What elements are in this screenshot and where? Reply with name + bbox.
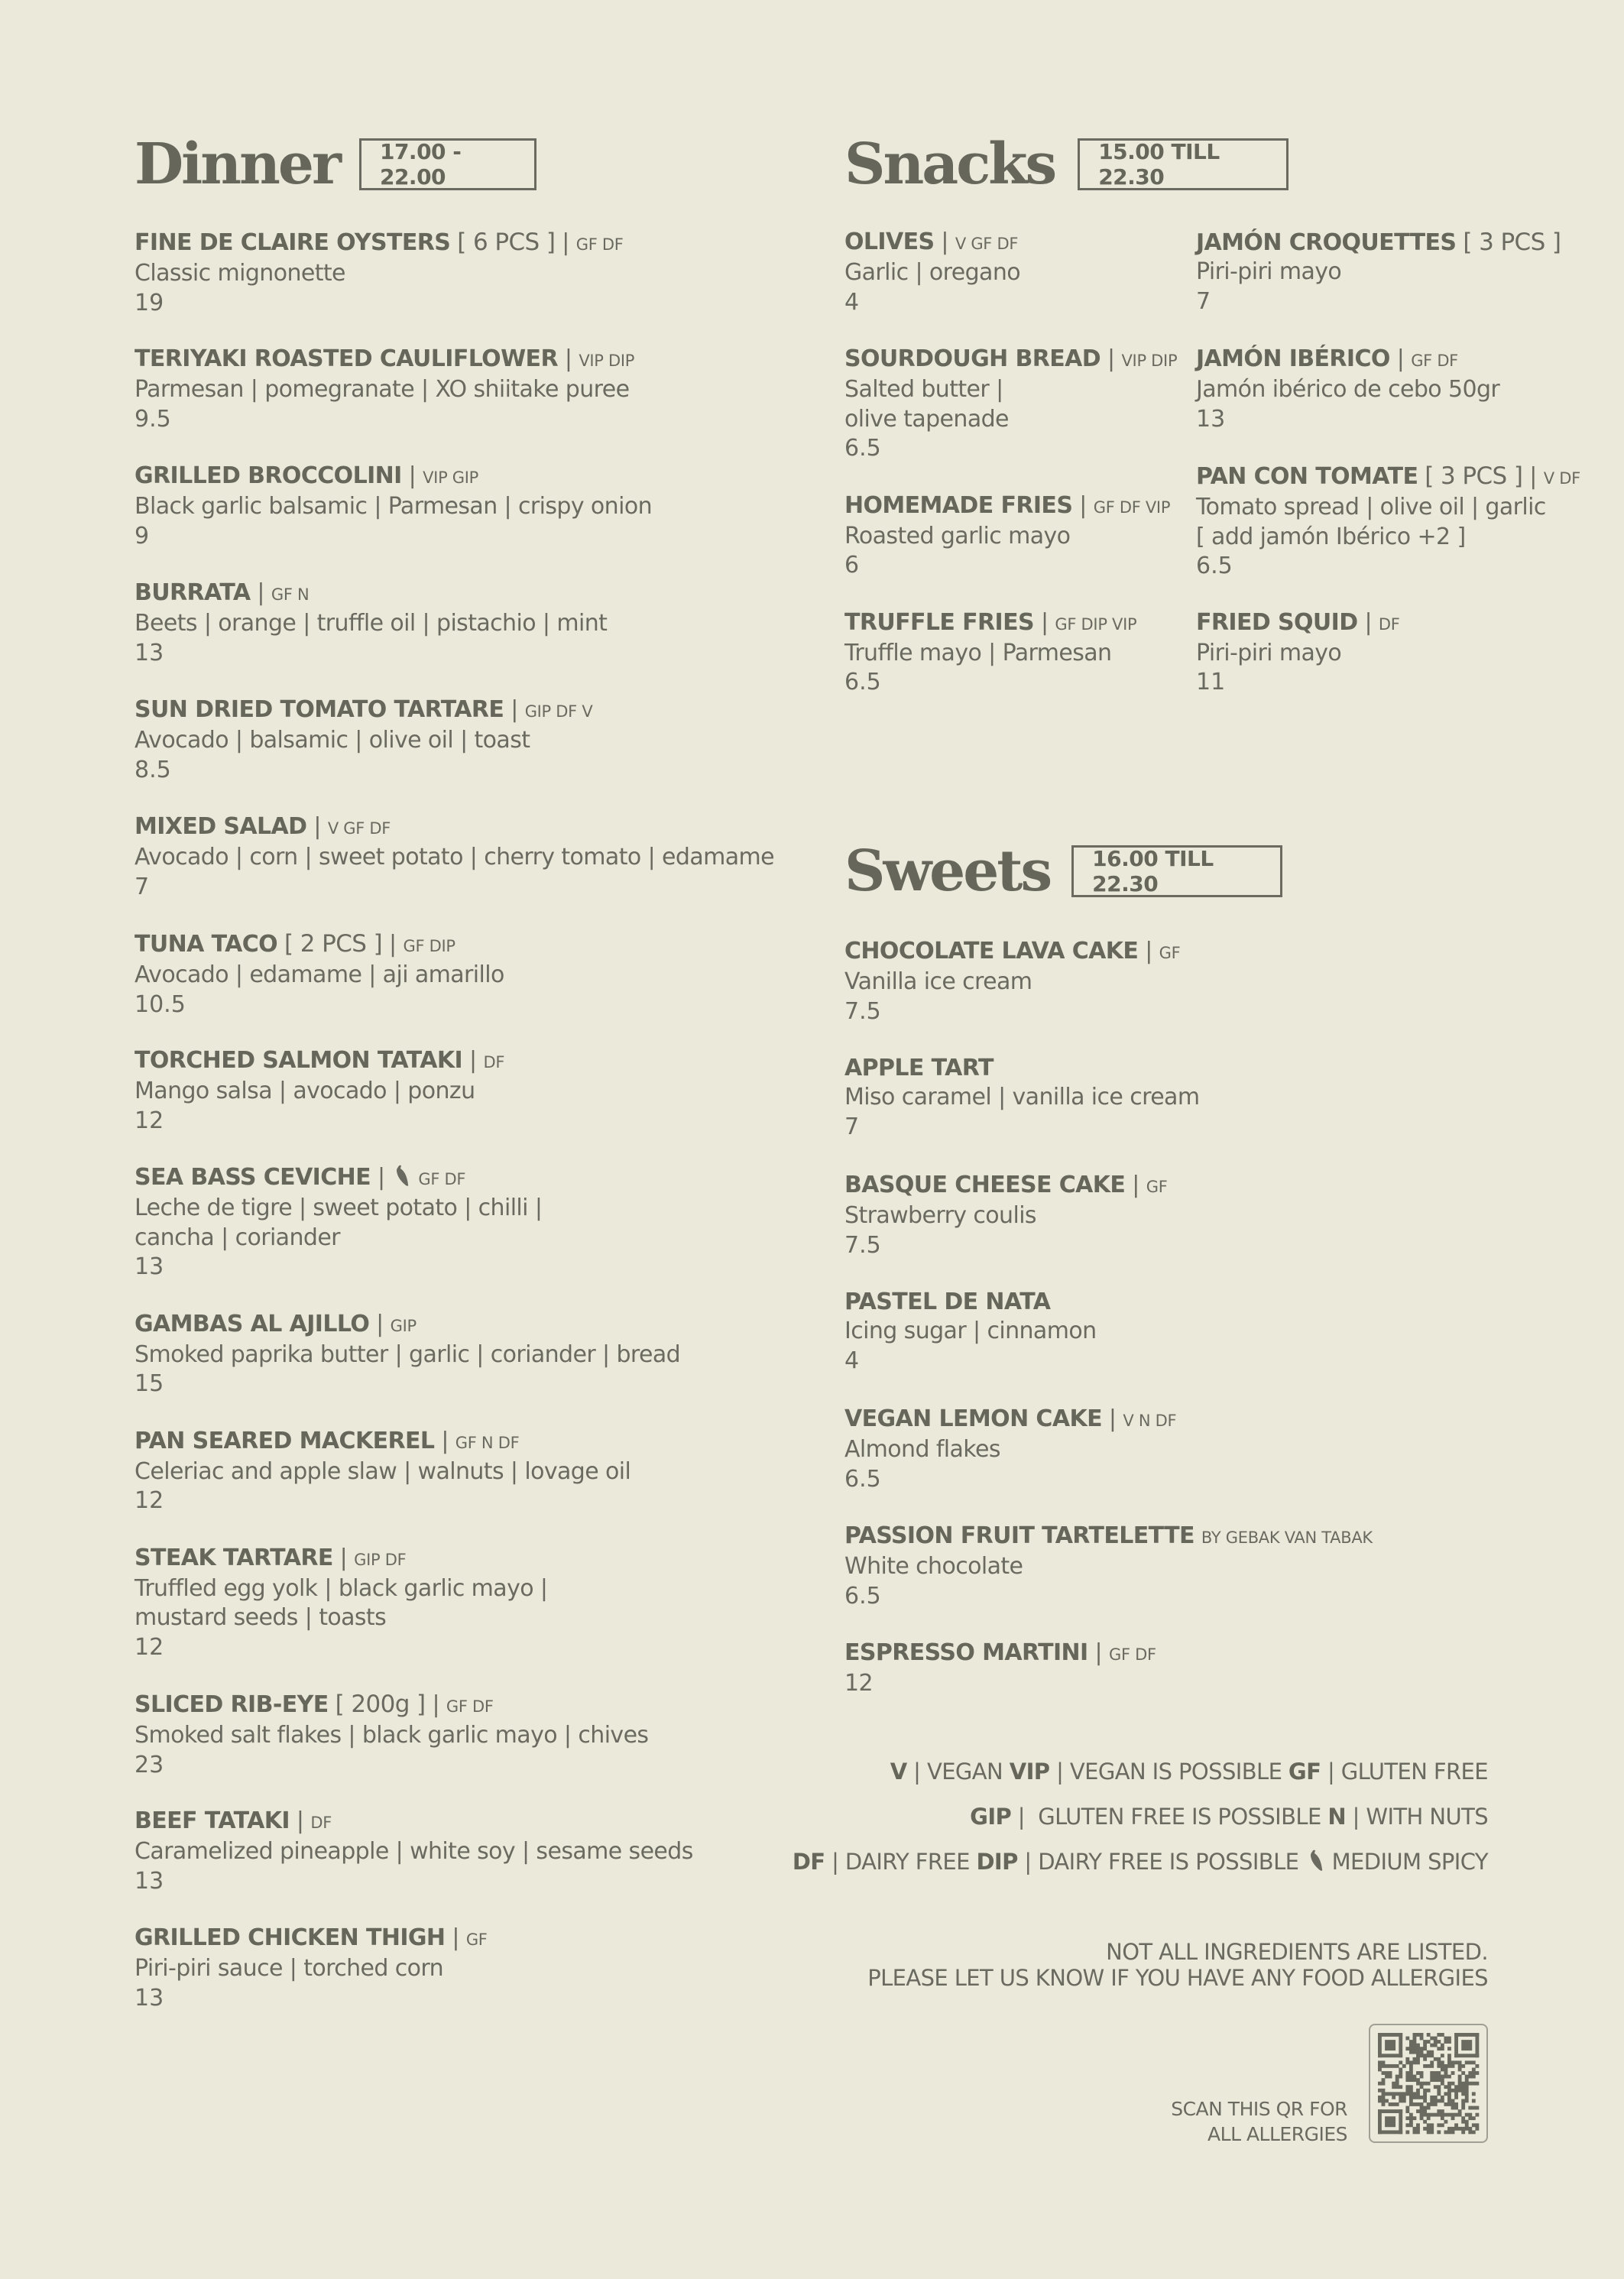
dietary-tags: GF (1146, 1178, 1168, 1196)
qr-code-icon (1370, 2025, 1486, 2141)
dietary-tags: V N DF (1123, 1412, 1177, 1430)
separator: | (1357, 608, 1379, 636)
legend-code: V (890, 1759, 907, 1785)
menu-item-description: Parmesan | pomegranate | XO shiitake puree (135, 376, 630, 403)
separator: | (434, 1427, 455, 1454)
menu-item-description: Beets | orange | truffle oil | pistachio | mint (135, 610, 608, 637)
menu-item-price: 6 (844, 552, 860, 579)
menu-item (135, 1310, 784, 1399)
menu-item-title-line (844, 491, 1181, 522)
dietary-tags: GF (465, 1931, 488, 1949)
legend-meaning: MEDIUM SPICY (1324, 1849, 1488, 1875)
dietary-tags: GF N (271, 585, 310, 604)
dietary-tags: GIP (390, 1316, 417, 1335)
menu-item-title-line (135, 812, 784, 843)
menu-item-description: Truffle mayo | Parmesan (844, 639, 1112, 666)
separator: | (934, 229, 955, 255)
menu-item (1196, 462, 1580, 579)
menu-item-price: 7.5 (844, 1231, 881, 1259)
allergy-note-line-2: PLEASE LET US KNOW IF YOU HAVE ANY FOOD ALLERGIES (867, 1965, 1488, 1991)
separator: | (504, 696, 525, 723)
menu-item-description: Strawberry coulis (844, 1202, 1036, 1229)
menu-item-title-line (135, 1690, 784, 1721)
menu-item-price: 13 (135, 1984, 164, 2012)
menu-item-title-line (135, 929, 784, 961)
menu-item-price: 10.5 (135, 990, 186, 1018)
menu-item-name: VEGAN LEMON CAKE (844, 1405, 1102, 1432)
qr-label-line-1: SCAN THIS QR FOR (1171, 2098, 1347, 2120)
snacks-header (844, 131, 1289, 197)
legend-meaning: | DAIRY FREE (825, 1849, 977, 1875)
sweets-menu (844, 937, 1532, 1726)
separator: | (306, 813, 328, 840)
menu-item-price: 13 (135, 1867, 164, 1895)
menu-item-description: Leche de tigre | sweet potato | chilli | (135, 1195, 543, 1221)
menu-item-description: Miso caramel | vanilla ice cream (844, 1084, 1200, 1110)
legend-code: GF (1288, 1759, 1321, 1785)
dietary-tags: VIP GIP (423, 468, 479, 487)
menu-item-price: 7 (1196, 287, 1211, 315)
menu-item-price: 4 (844, 1347, 860, 1374)
dietary-tags: GF DIP VIP (1055, 614, 1137, 634)
separator: | (332, 1544, 355, 1571)
menu-item-description: Piri-piri mayo (1196, 639, 1342, 666)
menu-item-name: MIXED SALAD (135, 813, 307, 840)
menu-item-description: White chocolate (844, 1553, 1023, 1580)
separator: | (1125, 1172, 1146, 1198)
menu-item-price: 9.5 (135, 405, 171, 433)
dietary-tags: V GF DF (955, 235, 1019, 253)
menu-item-name: ESPRESSO MARTINI (844, 1639, 1088, 1666)
menu-item-name: OLIVES (844, 229, 935, 255)
menu-item (135, 1046, 784, 1135)
menu-item-description: [ add jamón Ibérico +2 ] (1196, 523, 1466, 550)
menu-item (135, 345, 784, 433)
legend-code: DIP (976, 1849, 1018, 1875)
menu-item-description: Jamón ibérico de cebo 50gr (1196, 376, 1500, 403)
menu-item-title-line (844, 1288, 1532, 1317)
separator: | (250, 579, 271, 606)
menu-item-description: Salted butter | (844, 376, 1003, 403)
menu-item (135, 1427, 784, 1516)
separator: | (401, 462, 423, 489)
menu-item-description: olive tapenade (844, 405, 1009, 433)
menu-item-name: GAMBAS AL AJILLO (135, 1310, 370, 1337)
menu-item-title-line (135, 1427, 784, 1457)
menu-item-description: Celeriac and apple slaw | walnuts | lovage oil (135, 1457, 631, 1485)
separator: | (1389, 345, 1412, 372)
menu-item-price: 7 (135, 873, 150, 900)
separator: | (1034, 608, 1055, 636)
dinner-header (135, 131, 536, 197)
legend-code: GIP (970, 1804, 1012, 1830)
dietary-tags: GF DF (418, 1170, 466, 1188)
dinner-hours: 17.00 - 22.00 (359, 138, 536, 190)
menu-item-price: 6.5 (844, 1582, 881, 1610)
dietary-tags: GF (1159, 944, 1181, 962)
legend-meaning: | DAIRY FREE IS POSSIBLE (1017, 1849, 1305, 1875)
menu-item-description: mustard seeds | toasts (135, 1604, 387, 1631)
menu-item-description: cancha | coriander (135, 1224, 340, 1251)
menu-item (135, 579, 784, 667)
qr-label (1171, 2096, 1347, 2147)
legend-code: VIP (1009, 1759, 1050, 1785)
dietary-tags: VIP DIP (579, 352, 635, 370)
snacks-menu-right (1196, 228, 1580, 725)
sweets-title: Sweets (844, 838, 1051, 904)
menu-item-name: TORCHED SALMON TATAKI (135, 1047, 463, 1074)
qr-label-line-2: ALL ALLERGIES (1207, 2123, 1347, 2145)
snacks-title: Snacks (844, 131, 1055, 197)
sweets-hours: 16.00 TILL 22.30 (1071, 845, 1282, 897)
menu-item-title-line (135, 1924, 784, 1954)
menu-item-description: Piri-piri mayo (1196, 258, 1342, 285)
menu-item-name: GRILLED BROCCOLINI (135, 462, 402, 489)
menu-item-price: 9 (135, 522, 150, 549)
menu-item (844, 1288, 1532, 1376)
dinner-menu (135, 228, 784, 2041)
separator: | (289, 1807, 311, 1834)
dietary-tags: BY GEBAK VAN TABAK (1201, 1529, 1373, 1547)
menu-item-price: 6.5 (1196, 553, 1233, 579)
menu-item (1196, 228, 1561, 316)
menu-item-name: FRIED SQUID (1196, 608, 1358, 636)
menu-item-name: TERIYAKI ROASTED CAULIFLOWER (135, 345, 558, 372)
menu-item-price: 12 (135, 1633, 164, 1661)
menu-item-price: 15 (135, 1370, 164, 1397)
menu-item-description: Almond flakes (844, 1436, 1000, 1463)
separator: | (445, 1924, 466, 1951)
allergy-note-line-1: NOT ALL INGREDIENTS ARE LISTED. (1106, 1939, 1488, 1965)
dietary-tags: GF DF (575, 235, 624, 254)
legend-code: N (1327, 1804, 1346, 1830)
menu-item-name: BEEF TATAKI (135, 1807, 290, 1834)
menu-item-price: 13 (1196, 405, 1226, 433)
menu-item-price: 23 (135, 1751, 164, 1778)
legend-line (793, 1758, 1488, 1785)
menu-item-title-line (844, 1522, 1532, 1552)
menu-item (135, 1690, 784, 1778)
separator: | (382, 931, 404, 958)
menu-item-title-line (844, 1171, 1532, 1201)
menu-item-quantity: [ 6 PCS ] (457, 229, 556, 256)
legend-meaning: | VEGAN IS POSSIBLE (1049, 1759, 1289, 1785)
dietary-tags: GF DF (446, 1697, 494, 1716)
menu-item (135, 695, 784, 784)
menu-item-title-line (135, 695, 784, 726)
menu-item-title-line (1196, 462, 1580, 493)
separator (1194, 1522, 1201, 1549)
legend-meaning: | GLUTEN FREE (1321, 1759, 1488, 1785)
menu-item (135, 1163, 784, 1281)
menu-item (844, 1054, 1532, 1143)
menu-item-description: Roasted garlic mayo (844, 522, 1071, 549)
menu-item-description: Truffled egg yolk | black garlic mayo | (135, 1574, 548, 1602)
menu-item (135, 1924, 784, 2012)
dietary-tags: GF DF (1411, 352, 1458, 370)
menu-item-title-line (135, 1544, 784, 1574)
menu-item (844, 1171, 1532, 1259)
menu-item-title-line (844, 1054, 1532, 1083)
menu-item-title-line (844, 1639, 1532, 1669)
dietary-tags: GIP DF V (524, 702, 593, 721)
legend-line (793, 1803, 1488, 1830)
menu-item (844, 345, 1181, 462)
menu-item-title-line (135, 1310, 784, 1340)
menu-item-title-line (135, 462, 784, 492)
menu-item-price: 6.5 (844, 1465, 881, 1493)
menu-item-title-line (844, 1405, 1532, 1435)
chili-pepper-icon (1305, 1849, 1325, 1872)
menu-item-description: Classic mignonette (135, 260, 345, 287)
menu-item-name: SEA BASS CEVICHE (135, 1164, 371, 1191)
dietary-tags: DF (1378, 614, 1400, 634)
dietary-tags: GIP DF (354, 1550, 407, 1569)
separator: | (1138, 938, 1159, 964)
menu-item-title-line (1196, 345, 1532, 375)
menu-item-price: 13 (135, 1253, 164, 1280)
dietary-tags: V GF DF (327, 819, 391, 838)
separator: | (1088, 1639, 1110, 1666)
menu-item-description: Smoked paprika butter | garlic | coriander | bread (135, 1340, 681, 1368)
menu-item-price: 7.5 (844, 997, 881, 1025)
menu-item-price: 6.5 (844, 435, 881, 462)
menu-item (844, 1405, 1532, 1493)
menu-item-price: 7 (844, 1113, 860, 1140)
menu-item (1196, 608, 1532, 697)
separator: | (555, 229, 576, 256)
menu-item-name: TUNA TACO (135, 931, 278, 958)
dietary-tags: DF (310, 1814, 332, 1832)
menu-item-quantity: [ 3 PCS ] (1425, 462, 1523, 490)
sweets-header (844, 838, 1282, 904)
snacks-hours: 15.00 TILL 22.30 (1078, 138, 1289, 190)
menu-item-description: Mango salsa | avocado | ponzu (135, 1078, 475, 1104)
menu-item-description: Avocado | balsamic | olive oil | toast (135, 727, 530, 754)
menu-item-name: CHOCOLATE LAVA CAKE (844, 938, 1139, 964)
dietary-tags: GF DF (1109, 1645, 1156, 1664)
menu-item-title-line (1196, 608, 1532, 639)
legend-meaning: | GLUTEN FREE IS POSSIBLE (1011, 1804, 1328, 1830)
menu-item-name: JAMÓN CROQUETTES (1196, 229, 1457, 256)
menu-item-name: TRUFFLE FRIES (844, 608, 1035, 636)
separator: | (1100, 345, 1122, 372)
menu-item-name: SUN DRIED TOMATO TARTARE (135, 696, 504, 723)
menu-item-name: SLICED RIB-EYE (135, 1691, 329, 1718)
menu-item-title-line (844, 228, 1181, 258)
legend-meaning: | WITH NUTS (1345, 1804, 1488, 1830)
menu-item (135, 929, 784, 1018)
menu-item-description: Tomato spread | olive oil | garlic (1196, 494, 1546, 520)
menu-item-quantity: [ 200g ] (335, 1691, 426, 1718)
menu-item-name: BURRATA (135, 579, 251, 606)
menu-item-name: GRILLED CHICKEN THIGH (135, 1924, 446, 1951)
dietary-tags: V DF (1543, 469, 1580, 488)
menu-item-description: Black garlic balsamic | Parmesan | crispy onion (135, 493, 652, 520)
menu-item-name: APPLE TART (844, 1055, 994, 1081)
dietary-tags: DF (483, 1053, 505, 1071)
menu-item-title-line (135, 579, 784, 609)
menu-item (135, 812, 784, 901)
separator: | (1102, 1405, 1123, 1432)
separator: | (369, 1310, 391, 1337)
menu-item-title-line (135, 1046, 784, 1077)
menu-item-name: HOMEMADE FRIES (844, 491, 1073, 519)
menu-item (844, 1522, 1532, 1610)
separator: | (557, 345, 579, 372)
menu-item-price: 12 (135, 1107, 164, 1134)
menu-item-price: 11 (1196, 669, 1226, 695)
separator: | (425, 1691, 446, 1718)
menu-item (844, 1639, 1532, 1697)
menu-item-title-line (135, 1807, 784, 1837)
menu-item-price: 13 (135, 639, 164, 666)
menu-item-quantity: [ 2 PCS ] (284, 930, 383, 958)
allergy-qr-code[interactable] (1369, 2024, 1488, 2143)
dietary-tags: VIP DIP (1121, 352, 1178, 370)
menu-item-title-line (844, 608, 1181, 639)
menu-item (1196, 345, 1532, 433)
dinner-title: Dinner (135, 131, 339, 197)
separator: | (1072, 491, 1094, 519)
menu-item-title-line (844, 345, 1181, 375)
menu-item-name: FINE DE CLAIRE OYSTERS (135, 229, 451, 256)
menu-item-name: PAN SEARED MACKEREL (135, 1427, 435, 1454)
dietary-tags: GF DF VIP (1093, 498, 1171, 517)
menu-item-description: Garlic | oregano (844, 259, 1020, 286)
menu-item-name: JAMÓN IBÉRICO (1196, 345, 1390, 372)
menu-item (135, 228, 784, 316)
menu-item-title-line (135, 345, 784, 375)
menu-item (844, 491, 1181, 580)
separator: | (462, 1047, 484, 1074)
menu-item-name: PASSION FRUIT TARTELETTE (844, 1522, 1194, 1549)
dietary-tags: GF N DF (455, 1433, 520, 1452)
menu-item-description: Avocado | corn | sweet potato | cherry tomato | edamame (135, 844, 774, 870)
menu-item (135, 462, 784, 550)
menu-item-quantity: [ 3 PCS ] (1463, 229, 1561, 256)
menu-item-description: Smoked salt flakes | black garlic mayo | chives (135, 1722, 649, 1749)
menu-item (844, 608, 1181, 697)
separator: | (1522, 463, 1544, 490)
legend-meaning: | VEGAN (906, 1759, 1010, 1785)
menu-item-description: Vanilla ice cream (844, 968, 1032, 995)
menu-item (135, 1544, 784, 1661)
chili-pepper-icon (391, 1165, 411, 1188)
menu-item (844, 937, 1532, 1026)
menu-item-name: PASTEL DE NATA (844, 1289, 1051, 1315)
menu-item-price: 6.5 (844, 669, 881, 695)
menu-item-name: BASQUE CHEESE CAKE (844, 1172, 1126, 1198)
menu-item-price: 12 (135, 1487, 164, 1514)
menu-item-name: SOURDOUGH BREAD (844, 345, 1101, 372)
menu-item-description: Caramelized pineapple | white soy | sesame seeds (135, 1838, 693, 1865)
menu-item (844, 228, 1181, 316)
allergy-note (867, 1939, 1488, 1991)
menu-item-price: 4 (844, 288, 860, 316)
snacks-menu-left (844, 228, 1181, 725)
menu-item (135, 1807, 784, 1895)
menu-item-title-line (135, 228, 784, 259)
menu-item-description: 12 (844, 1670, 873, 1697)
menu-item-description: Icing sugar | cinnamon (844, 1318, 1097, 1344)
legend-line (793, 1848, 1488, 1875)
menu-item-name: PAN CON TOMATE (1196, 463, 1418, 490)
dietary-tags: GF DIP (403, 937, 455, 955)
menu-item-title-line (844, 937, 1532, 968)
menu-item-name: STEAK TARTARE (135, 1544, 333, 1571)
menu-item-title-line (135, 1163, 784, 1194)
menu-item-price: 8.5 (135, 756, 171, 783)
menu-item-price: 19 (135, 289, 164, 316)
menu-item-title-line (1196, 228, 1561, 258)
legend-code: DF (792, 1849, 825, 1875)
menu-item-description: Piri-piri sauce | torched corn (135, 1955, 444, 1982)
separator: | (371, 1164, 392, 1191)
menu-item-description: Avocado | edamame | aji amarillo (135, 961, 504, 988)
dietary-legend (793, 1758, 1488, 1893)
